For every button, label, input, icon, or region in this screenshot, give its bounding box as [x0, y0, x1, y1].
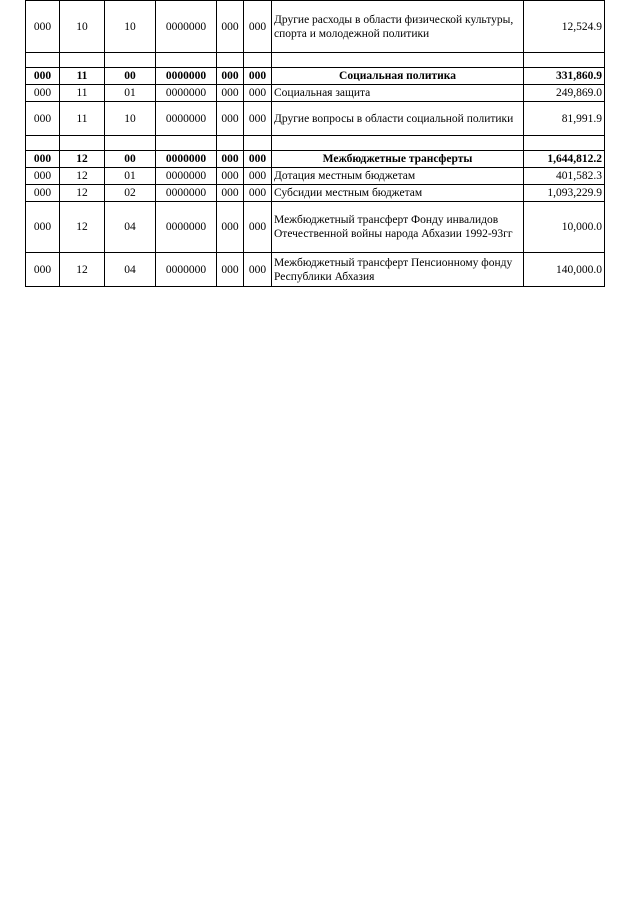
spacer-row — [26, 53, 605, 68]
kosgu-code-cell: 000 — [244, 68, 272, 85]
expense-type-cell: 000 — [217, 68, 244, 85]
amount-cell: 401,582.3 — [524, 168, 605, 185]
subsection-code-cell: 04 — [105, 202, 156, 253]
expense-type-cell: 000 — [217, 202, 244, 253]
kosgu-code-cell: 000 — [244, 253, 272, 287]
admin-code-cell: 000 — [26, 202, 60, 253]
empty-cell — [105, 53, 156, 68]
empty-cell — [217, 136, 244, 151]
empty-cell — [156, 136, 217, 151]
subsection-code-cell: 02 — [105, 185, 156, 202]
target-article-cell: 0000000 — [156, 85, 217, 102]
target-article-cell: 0000000 — [156, 102, 217, 136]
empty-cell — [60, 136, 105, 151]
section-code-cell: 12 — [60, 151, 105, 168]
amount-cell: 249,869.0 — [524, 85, 605, 102]
expense-name-cell: Социальная политика — [272, 68, 524, 85]
table-row — [26, 168, 605, 185]
kosgu-code-cell: 000 — [244, 202, 272, 253]
kosgu-code-cell: 000 — [244, 151, 272, 168]
amount-cell: 1,644,812.2 — [524, 151, 605, 168]
table-row — [26, 85, 605, 102]
target-article-cell: 0000000 — [156, 151, 217, 168]
kosgu-code-cell: 000 — [244, 1, 272, 53]
admin-code-cell: 000 — [26, 168, 60, 185]
table-row — [26, 102, 605, 136]
expense-name-cell: Межбюджетные трансферты — [272, 151, 524, 168]
section-total-row — [26, 68, 605, 85]
empty-cell — [217, 53, 244, 68]
kosgu-code-cell: 000 — [244, 168, 272, 185]
expense-name-cell: Социальная защита — [272, 85, 524, 102]
section-code-cell: 11 — [60, 85, 105, 102]
amount-cell: 1,093,229.9 — [524, 185, 605, 202]
budget-table — [25, 0, 605, 287]
expense-type-cell: 000 — [217, 168, 244, 185]
empty-cell — [26, 53, 60, 68]
expense-name-cell: Дотация местным бюджетам — [272, 168, 524, 185]
admin-code-cell: 000 — [26, 85, 60, 102]
expense-name-cell: Другие расходы в области физической культуры, спорта и молодежной политики — [272, 1, 524, 53]
admin-code-cell: 000 — [26, 102, 60, 136]
admin-code-cell: 000 — [26, 185, 60, 202]
empty-cell — [244, 53, 272, 68]
kosgu-code-cell: 000 — [244, 102, 272, 136]
section-code-cell: 11 — [60, 102, 105, 136]
empty-cell — [524, 53, 605, 68]
amount-cell: 81,991.9 — [524, 102, 605, 136]
subsection-code-cell: 10 — [105, 1, 156, 53]
admin-code-cell: 000 — [26, 253, 60, 287]
amount-cell: 331,860.9 — [524, 68, 605, 85]
expense-type-cell: 000 — [217, 185, 244, 202]
kosgu-code-cell: 000 — [244, 85, 272, 102]
table-row — [26, 1, 605, 53]
table-row — [26, 202, 605, 253]
amount-cell: 10,000.0 — [524, 202, 605, 253]
section-code-cell: 12 — [60, 202, 105, 253]
target-article-cell: 0000000 — [156, 202, 217, 253]
section-code-cell: 12 — [60, 253, 105, 287]
expense-name-cell: Субсидии местным бюджетам — [272, 185, 524, 202]
empty-cell — [244, 136, 272, 151]
section-total-row — [26, 151, 605, 168]
section-code-cell: 12 — [60, 185, 105, 202]
target-article-cell: 0000000 — [156, 1, 217, 53]
empty-cell — [524, 136, 605, 151]
target-article-cell: 0000000 — [156, 68, 217, 85]
table-row — [26, 253, 605, 287]
expense-name-cell: Межбюджетный трансферт Фонду инвалидов Отечественной войны народа Абхазии 1992-93гг — [272, 202, 524, 253]
expense-type-cell: 000 — [217, 1, 244, 53]
subsection-code-cell: 00 — [105, 151, 156, 168]
table-row — [26, 185, 605, 202]
kosgu-code-cell: 000 — [244, 185, 272, 202]
target-article-cell: 0000000 — [156, 253, 217, 287]
amount-cell: 12,524.9 — [524, 1, 605, 53]
empty-cell — [26, 136, 60, 151]
section-code-cell: 11 — [60, 68, 105, 85]
amount-cell: 140,000.0 — [524, 253, 605, 287]
subsection-code-cell: 01 — [105, 85, 156, 102]
empty-cell — [272, 136, 524, 151]
empty-cell — [105, 136, 156, 151]
expense-type-cell: 000 — [217, 253, 244, 287]
expense-type-cell: 000 — [217, 151, 244, 168]
expense-type-cell: 000 — [217, 85, 244, 102]
section-code-cell: 12 — [60, 168, 105, 185]
admin-code-cell: 000 — [26, 151, 60, 168]
target-article-cell: 0000000 — [156, 185, 217, 202]
admin-code-cell: 000 — [26, 1, 60, 53]
spacer-row — [26, 136, 605, 151]
empty-cell — [156, 53, 217, 68]
expense-name-cell: Другие вопросы в области социальной политики — [272, 102, 524, 136]
empty-cell — [272, 53, 524, 68]
subsection-code-cell: 00 — [105, 68, 156, 85]
subsection-code-cell: 01 — [105, 168, 156, 185]
admin-code-cell: 000 — [26, 68, 60, 85]
expense-name-cell: Межбюджетный трансферт Пенсионному фонду Республики Абхазия — [272, 253, 524, 287]
subsection-code-cell: 10 — [105, 102, 156, 136]
target-article-cell: 0000000 — [156, 168, 217, 185]
section-code-cell: 10 — [60, 1, 105, 53]
empty-cell — [60, 53, 105, 68]
expense-type-cell: 000 — [217, 102, 244, 136]
subsection-code-cell: 04 — [105, 253, 156, 287]
table-body — [26, 1, 605, 287]
